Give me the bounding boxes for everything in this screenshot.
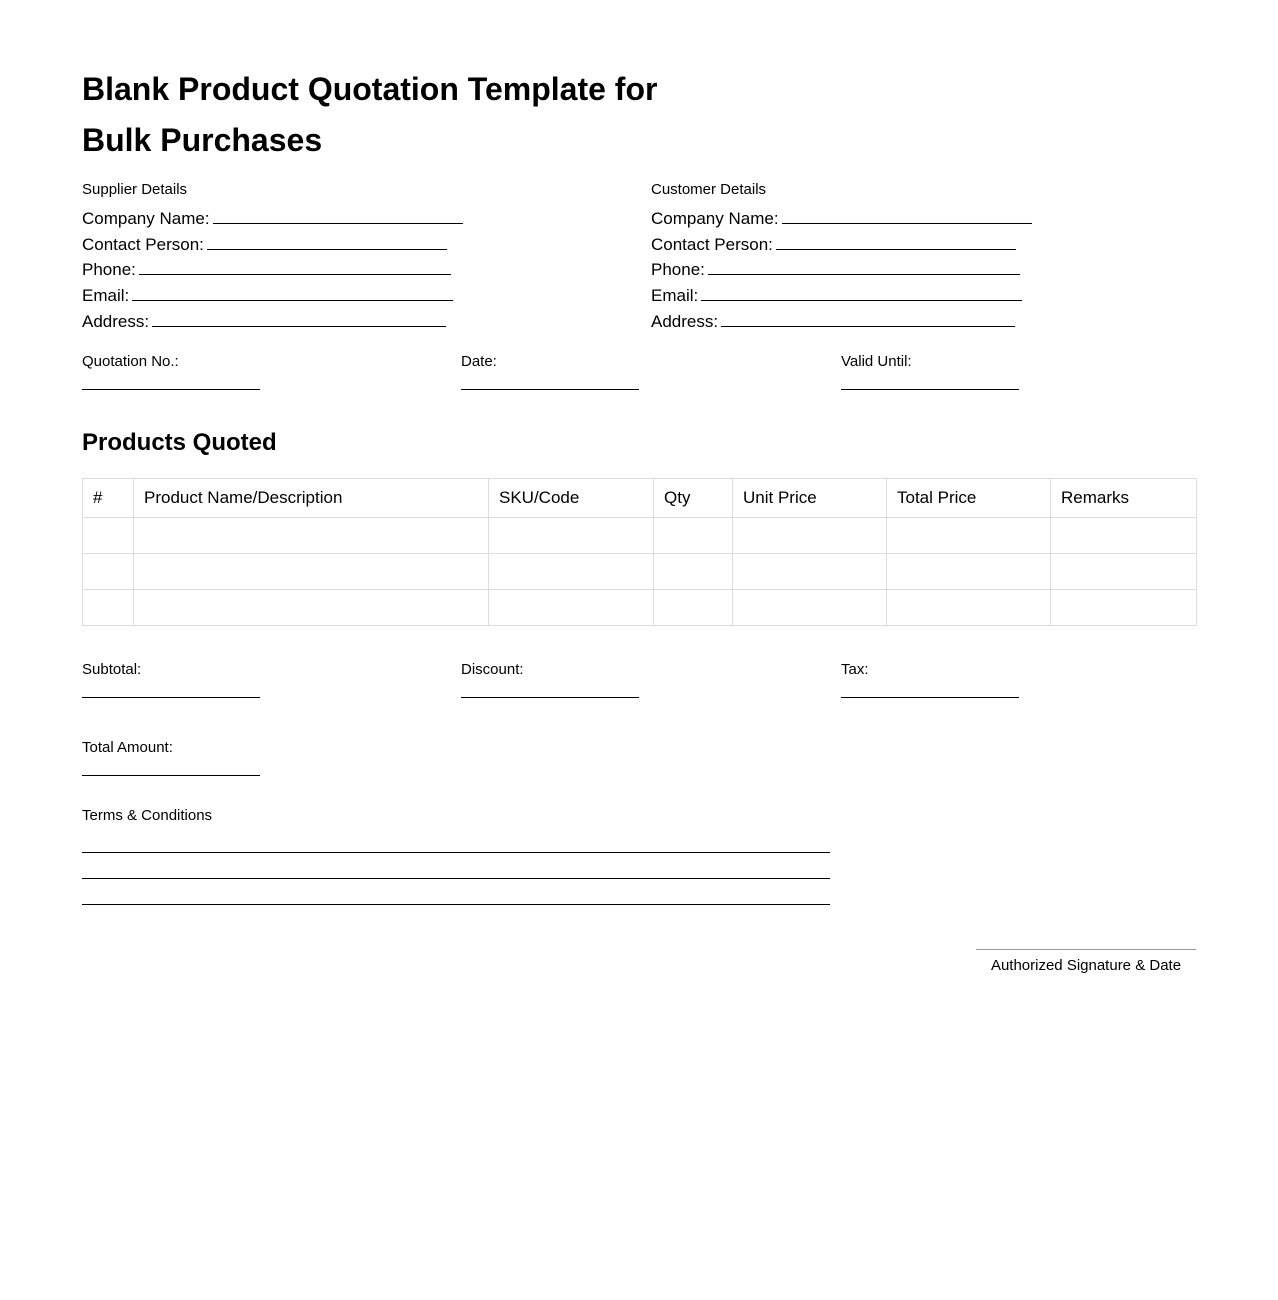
table-cell[interactable] [83, 590, 134, 626]
customer-company-name-blank[interactable] [782, 206, 1032, 224]
column-header-number: # [83, 479, 134, 518]
field-label: Contact Person: [651, 234, 773, 254]
field-label: Address: [651, 311, 719, 331]
customer-email-blank[interactable] [701, 283, 1022, 301]
column-header-qty: Qty [654, 479, 733, 518]
table-header-row [83, 479, 1197, 518]
supplier-address-blank[interactable] [152, 309, 446, 327]
customer-phone-blank[interactable] [708, 257, 1020, 275]
supplier-details-heading: Supplier Details [82, 181, 188, 198]
supplier-address-field[interactable] [82, 309, 522, 335]
field-label: Phone: [651, 260, 705, 280]
quotation-no-blank[interactable] [82, 389, 260, 390]
customer-details [651, 180, 1091, 335]
table-row [83, 590, 1197, 626]
total-amount-label: Total Amount: [82, 739, 173, 756]
table-cell[interactable] [1051, 518, 1197, 554]
supplier-company-name-blank[interactable] [213, 206, 463, 224]
supplier-phone-field[interactable] [82, 257, 522, 283]
table-cell[interactable] [489, 518, 654, 554]
date-blank[interactable] [461, 389, 639, 390]
subtotal-blank[interactable] [82, 697, 260, 698]
table-cell[interactable] [733, 590, 887, 626]
column-header-remarks: Remarks [1051, 479, 1197, 518]
table-cell[interactable] [83, 554, 134, 590]
products-table [82, 478, 1197, 626]
terms-line[interactable] [82, 904, 830, 905]
table-cell[interactable] [489, 590, 654, 626]
customer-email-field[interactable] [651, 283, 1091, 309]
column-header-product: Product Name/Description [134, 479, 489, 518]
signature-block [976, 949, 1196, 976]
table-cell[interactable] [733, 518, 887, 554]
table-cell[interactable] [654, 590, 733, 626]
discount-field[interactable] [461, 660, 661, 698]
table-cell[interactable] [134, 590, 489, 626]
table-row [83, 518, 1197, 554]
valid-until-blank[interactable] [841, 389, 1019, 390]
field-label: Email: [82, 286, 130, 306]
supplier-email-blank[interactable] [132, 283, 453, 301]
terms-section [82, 806, 842, 905]
table-cell[interactable] [134, 518, 489, 554]
subtotal-field[interactable] [82, 660, 282, 698]
field-label: Address: [82, 311, 150, 331]
column-header-total-price: Total Price [887, 479, 1051, 518]
tax-blank[interactable] [841, 697, 1019, 698]
customer-phone-field[interactable] [651, 257, 1091, 283]
customer-address-blank[interactable] [721, 309, 1015, 327]
customer-contact-person-blank[interactable] [776, 232, 1016, 250]
table-cell[interactable] [489, 554, 654, 590]
supplier-company-name-field[interactable] [82, 206, 522, 232]
field-label: Email: [651, 286, 699, 306]
tax-field[interactable] [841, 660, 1041, 698]
customer-contact-person-field[interactable] [651, 232, 1091, 258]
field-label: Phone: [82, 260, 136, 280]
customer-company-name-field[interactable] [651, 206, 1091, 232]
field-label: Company Name: [82, 209, 210, 228]
supplier-details [82, 180, 522, 335]
valid-until-label: Valid Until: [841, 353, 912, 370]
discount-label: Discount: [461, 661, 524, 678]
table-row [83, 554, 1197, 590]
date-label: Date: [461, 353, 497, 370]
terms-line[interactable] [82, 852, 830, 853]
table-cell[interactable] [654, 554, 733, 590]
field-label: Company Name: [651, 209, 779, 228]
field-label: Contact Person: [82, 234, 204, 254]
supplier-contact-person-field[interactable] [82, 232, 522, 258]
quotation-no-field[interactable] [82, 352, 282, 390]
table-cell[interactable] [83, 518, 134, 554]
table-cell[interactable] [1051, 554, 1197, 590]
subtotal-label: Subtotal: [82, 661, 142, 678]
table-cell[interactable] [887, 590, 1051, 626]
terms-heading: Terms & Conditions [82, 807, 213, 824]
table-cell[interactable] [1051, 590, 1197, 626]
table-cell[interactable] [134, 554, 489, 590]
table-cell[interactable] [654, 518, 733, 554]
tax-label: Tax: [841, 661, 869, 678]
signature-line[interactable] [976, 949, 1196, 950]
date-field[interactable] [461, 352, 661, 390]
products-heading: Products Quoted [82, 429, 277, 456]
table-cell[interactable] [887, 518, 1051, 554]
supplier-contact-person-blank[interactable] [207, 232, 447, 250]
valid-until-field[interactable] [841, 352, 1041, 390]
column-header-unit-price: Unit Price [733, 479, 887, 518]
quotation-no-label: Quotation No.: [82, 353, 179, 370]
column-header-sku: SKU/Code [489, 479, 654, 518]
customer-details-heading: Customer Details [651, 181, 767, 198]
customer-address-field[interactable] [651, 309, 1091, 335]
supplier-phone-blank[interactable] [139, 257, 451, 275]
table-cell[interactable] [733, 554, 887, 590]
signature-label: Authorized Signature & Date [990, 957, 1182, 974]
page-title: Blank Product Quotation Template for Bulk Purchases [82, 71, 658, 158]
table-cell[interactable] [887, 554, 1051, 590]
total-amount-field[interactable] [82, 738, 282, 776]
terms-line[interactable] [82, 878, 830, 879]
supplier-email-field[interactable] [82, 283, 522, 309]
total-amount-blank[interactable] [82, 775, 260, 776]
discount-blank[interactable] [461, 697, 639, 698]
